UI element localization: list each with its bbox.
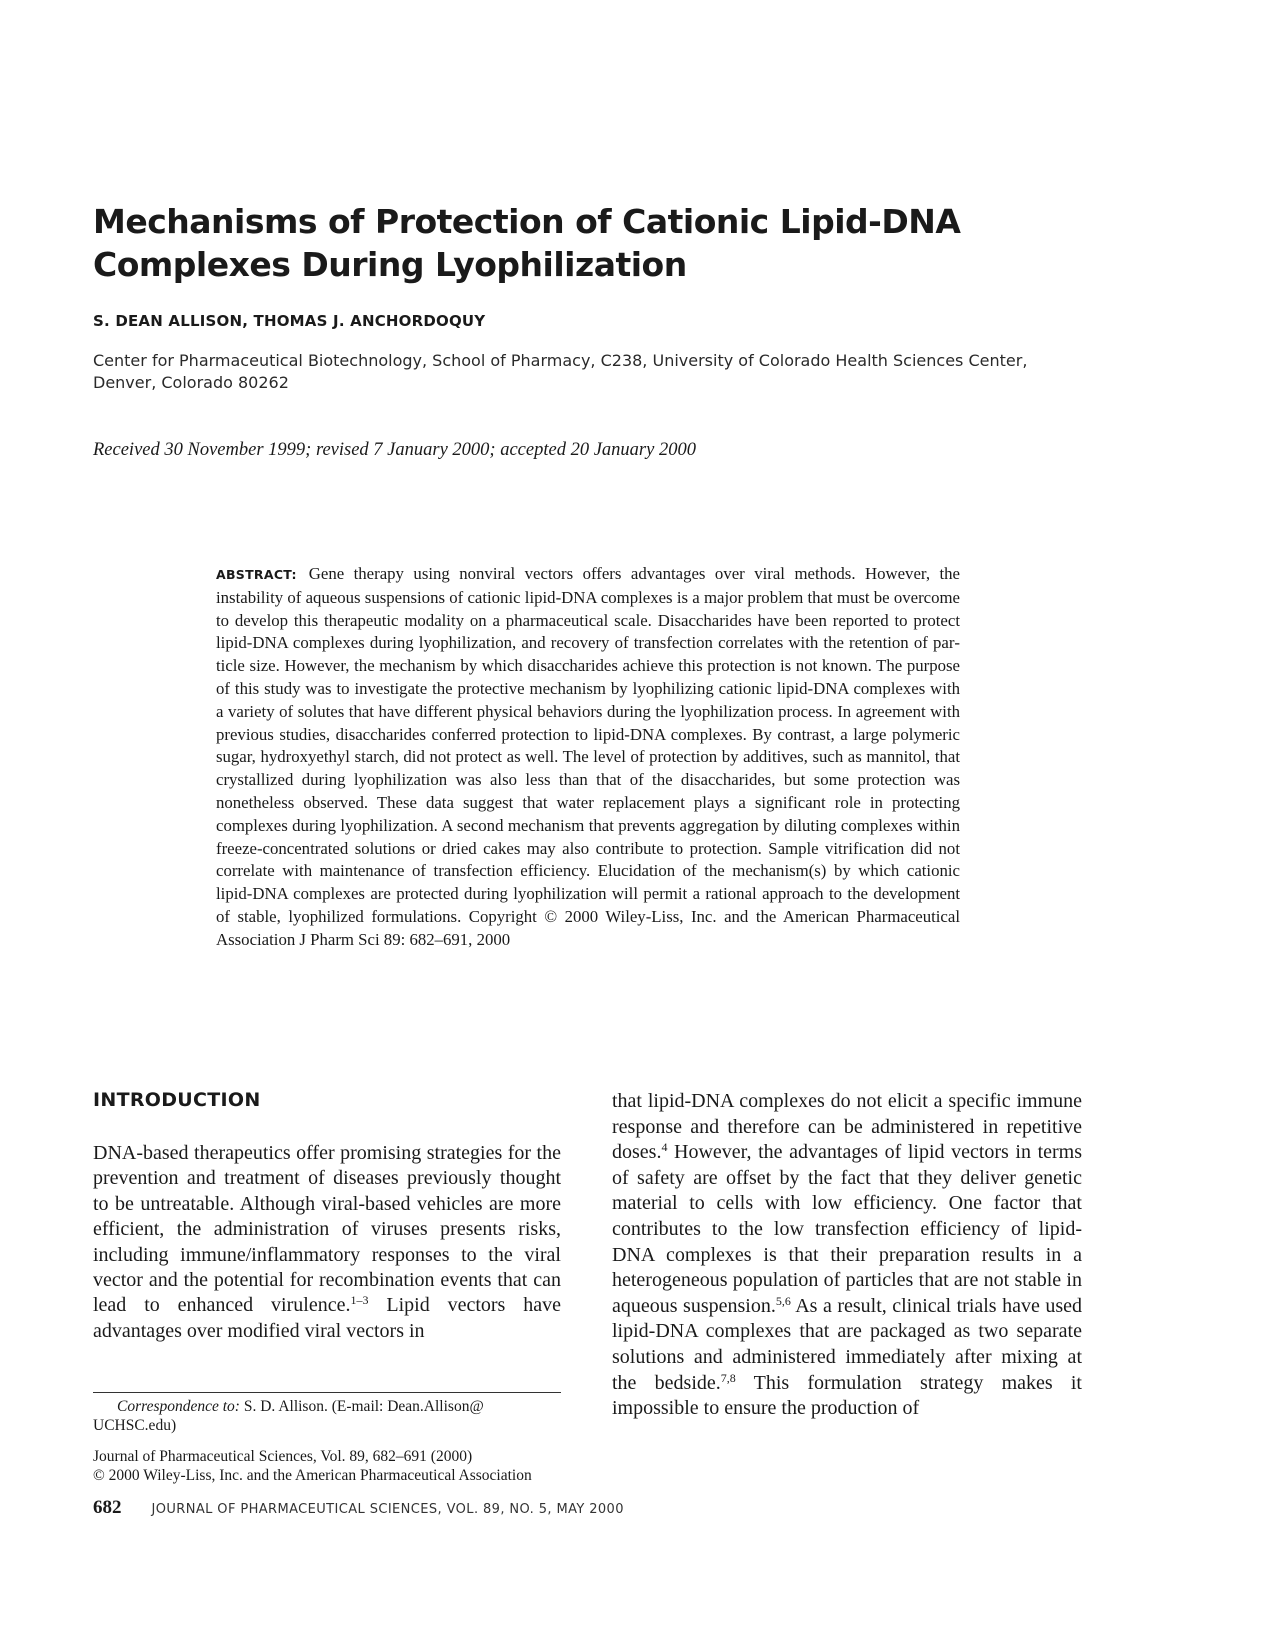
citation-ref: 7,8 <box>720 1370 736 1385</box>
affiliation: Center for Pharmaceutical Biotechnology, School of Pharmacy, C238, University of Colorado Health Sciences Center, Denver, Colorado 80262 <box>93 351 1028 392</box>
section-heading-introduction: INTRODUCTION <box>93 1089 261 1111</box>
footnote-divider <box>93 1392 561 1393</box>
correspondence-note: Correspondence to: S. D. Allison. (E-mail: Dean.Allison@ UCHSC.edu) <box>93 1398 484 1434</box>
abstract-label: ABSTRACT: <box>216 567 297 582</box>
paper-title: Mechanisms of Protection of Cationic Lipid-DNA Complexes During Lyophilization <box>93 202 961 285</box>
citation-ref: 4 <box>661 1140 668 1155</box>
citation-ref: 1–3 <box>350 1293 369 1308</box>
abstract <box>216 563 960 952</box>
journal-citation: Journal of Pharmaceutical Sciences, Vol. 89, 682–691 (2000) © 2000 Wiley-Liss, Inc. and the American Pharmaceutical Association <box>93 1448 532 1484</box>
page-number: 682 <box>93 1497 122 1518</box>
abstract-text: Gene therapy using nonviral vectors offers advantages over viral methods. However, the instability of aqueous suspensions of cationic lipid-DNA complexes is a major problem that must be overcome to develop this therapeutic modality on a pharmaceutical scale. Disaccharides have been reported to protect lipid-DNA complexes during lyophilization, and recovery of transfection correlates with the retention of particle size. However, the mechanism by which disaccharides achieve this protection is not known. The purpose of this study was to investigate the protective mechanism by lyophilizing cationic lipid-DNA complexes with a variety of solutes that have different physical behaviors during the lyophilization process. In agreement with previous studies, disaccharides conferred protection to lipid-DNA complexes. By contrast, a large polymeric sugar, hydroxyethyl starch, did not protect as well. The level of protection by additives, such as mannitol, that crystallized during lyophilization was also less than that of the disaccharides, but some protection was nonetheless observed. These data suggest that water replacement plays a significant role in protecting complexes during lyophilization. A second mechanism that prevents aggregation by diluting complexes within freeze-concentrated solutions or dried cakes may also contribute to protection. Sample vitrification did not correlate with maintenance of transfection efficiency. Elucidation of the mechanism(s) by which cationic lipid-DNA complexes are protected during lyophilization will permit a rational approach to the development of stable, lyophilized formulations. Copyright © 2000 Wiley-Liss, Inc. and the American Pharmaceutical Association J Pharm Sci 89: 682–691, 2000 <box>216 564 960 949</box>
page-footer <box>93 1497 624 1519</box>
footnote <box>93 1397 563 1485</box>
running-footer: JOURNAL OF PHARMACEUTICAL SCIENCES, VOL. 89, NO. 5, MAY 2000 <box>151 1502 624 1517</box>
citation-ref: 5,6 <box>775 1293 791 1308</box>
body-paragraph: that lipid-DNA complexes do not elicit a specific immune response and therefore can be administered in repetitive doses.$^4$ However, the advantages of lipid vectors in terms of safety are offset by the fact that they deliver genetic material to cells with low efficiency. One factor that contributes to the low transfection efficiency of lipid-DNA complexes is that their preparation results in a heterogeneous population of particles that are not stable in aqueous suspension.$^{5,6}$ As a result, clinical trials have used lipid-DNA complexes that are packaged as two separate solutions and administered immediately after mixing at the bedside.$^{7,8}$ This formulation strategy makes it impossible to ensure the production of <box>612 1090 1082 1420</box>
body-column-left <box>93 1141 561 1344</box>
received-dates: Received 30 November 1999; revised 7 January 2000; accepted 20 January 2000 <box>93 440 696 460</box>
author-list: S. DEAN ALLISON, THOMAS J. ANCHORDOQUY <box>93 312 486 330</box>
body-paragraph: DNA-based therapeutics offer promising strategies for the prevention and treatment of diseases previously thought to be untreatable. Although viral-based vehicles are more efficient, the administration of viruses presents risks, including immune/inflammatory responses to the viral vector and the potential for recombination events that can lead to enhanced virulence.$^{1-3}$ Lipid vectors have advantages over modified viral vectors in <box>93 1142 561 1342</box>
body-column-right <box>612 1089 1082 1422</box>
